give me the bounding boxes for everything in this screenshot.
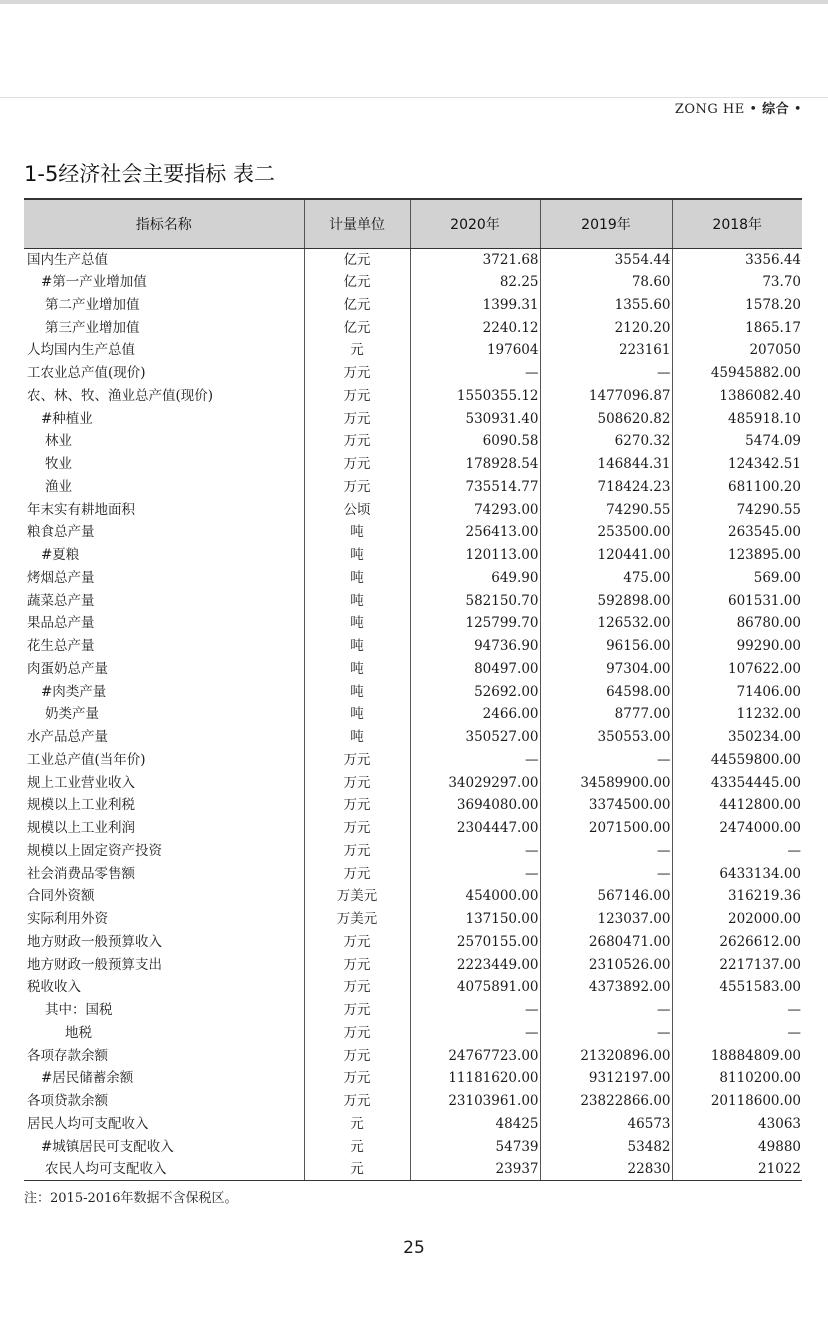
row-value-2019: 120441.00 <box>540 544 672 567</box>
table-title: 1-5经济社会主要指标 表二 <box>24 162 275 186</box>
row-value-2020: — <box>410 362 540 385</box>
row-value-2020: 2304447.00 <box>410 817 540 840</box>
table-row <box>24 544 802 567</box>
row-unit: 万元 <box>304 931 410 954</box>
footnote: 注：2015-2016年数据不含保税区。 <box>24 1191 238 1206</box>
row-value-2020: 24767723.00 <box>410 1044 540 1067</box>
table-row <box>24 658 802 681</box>
row-value-2020: 52692.00 <box>410 680 540 703</box>
row-value-2020: — <box>410 1022 540 1045</box>
row-value-2018: — <box>672 840 802 863</box>
row-value-2018: 601531.00 <box>672 589 802 612</box>
row-value-2020: 197604 <box>410 339 540 362</box>
table-row <box>24 976 802 999</box>
row-unit: 元 <box>304 339 410 362</box>
row-unit: 吨 <box>304 680 410 703</box>
row-value-2020: 178928.54 <box>410 453 540 476</box>
row-value-2020: 3694080.00 <box>410 794 540 817</box>
row-name: 税收收入 <box>27 979 81 996</box>
row-unit: 公顷 <box>304 498 410 521</box>
row-value-2019: 21320896.00 <box>540 1044 672 1067</box>
row-value-2018: 2474000.00 <box>672 817 802 840</box>
row-name: 肉蛋奶总产量 <box>27 660 108 677</box>
row-value-2020: 23103961.00 <box>410 1090 540 1113</box>
table-row <box>24 476 802 499</box>
row-name: 粮食总产量 <box>27 524 95 541</box>
row-value-2018: 569.00 <box>672 567 802 590</box>
row-value-2019: — <box>540 840 672 863</box>
row-unit: 万元 <box>304 771 410 794</box>
row-value-2018: 21022 <box>672 1158 802 1181</box>
row-unit: 万元 <box>304 862 410 885</box>
row-value-2018: 44559800.00 <box>672 749 802 772</box>
running-head-section: 综合 <box>762 102 790 117</box>
row-value-2019: 126532.00 <box>540 612 672 635</box>
row-name: 规上工业营业收入 <box>27 774 135 791</box>
row-name: 蔬菜总产量 <box>27 592 95 609</box>
row-value-2018: 43354445.00 <box>672 771 802 794</box>
table-row <box>24 1113 802 1136</box>
row-value-2019: — <box>540 999 672 1022</box>
row-value-2019: 3374500.00 <box>540 794 672 817</box>
row-value-2018: 43063 <box>672 1113 802 1136</box>
row-name: 合同外资额 <box>27 888 95 905</box>
table-row <box>24 953 802 976</box>
row-name: #第一产业增加值 <box>41 274 147 291</box>
row-name: #种植业 <box>41 410 93 427</box>
row-value-2019: 2310526.00 <box>540 953 672 976</box>
row-value-2020: 530931.40 <box>410 407 540 430</box>
row-unit: 万美元 <box>304 885 410 908</box>
row-value-2019: 350553.00 <box>540 726 672 749</box>
running-head <box>675 98 802 117</box>
row-name: 农民人均可支配收入 <box>24 1158 304 1181</box>
row-value-2019: 34589900.00 <box>540 771 672 794</box>
table-row <box>24 862 802 885</box>
row-value-2018: 1578.20 <box>672 294 802 317</box>
row-unit: 万元 <box>304 817 410 840</box>
row-value-2019: 53482 <box>540 1135 672 1158</box>
table-row <box>24 1067 802 1090</box>
row-value-2019: 64598.00 <box>540 680 672 703</box>
running-head-separator: • <box>744 102 763 117</box>
row-value-2020: 582150.70 <box>410 589 540 612</box>
top-border <box>0 0 828 4</box>
row-value-2018: 86780.00 <box>672 612 802 635</box>
row-unit: 万元 <box>304 385 410 408</box>
table-row <box>24 362 802 385</box>
table-row <box>24 498 802 521</box>
row-name: 渔业 <box>45 478 72 495</box>
row-value-2020: 54739 <box>410 1135 540 1158</box>
row-value-2020: 454000.00 <box>410 885 540 908</box>
table-header-row <box>24 199 802 248</box>
row-value-2018: 1865.17 <box>672 316 802 339</box>
row-unit: 吨 <box>304 658 410 681</box>
row-name: 水产品总产量 <box>27 729 108 746</box>
row-name: 牧业 <box>45 456 72 473</box>
row-value-2019: 4373892.00 <box>540 976 672 999</box>
row-unit: 万元 <box>304 749 410 772</box>
table-row <box>24 1158 802 1181</box>
row-value-2019: 22830 <box>540 1158 672 1181</box>
row-value-2020: 137150.00 <box>410 908 540 931</box>
row-name: 烤烟总产量 <box>27 569 95 586</box>
row-value-2018: 681100.20 <box>672 476 802 499</box>
table-row <box>24 407 802 430</box>
row-value-2019: 1477096.87 <box>540 385 672 408</box>
table-row <box>24 521 802 544</box>
row-value-2018: 4551583.00 <box>672 976 802 999</box>
row-unit: 吨 <box>304 612 410 635</box>
table-row <box>24 749 802 772</box>
header-year-2019: 2019年 <box>540 199 672 248</box>
row-unit: 亿元 <box>304 248 410 271</box>
row-unit: 万元 <box>304 430 410 453</box>
row-value-2020: — <box>410 999 540 1022</box>
row-value-2018: 99290.00 <box>672 635 802 658</box>
table-body <box>24 248 802 1181</box>
table-row <box>24 908 802 931</box>
row-name: 农、林、牧、渔业总产值(现价) <box>27 387 214 404</box>
row-value-2020: 23937 <box>410 1158 540 1181</box>
row-value-2018: 45945882.00 <box>672 362 802 385</box>
row-value-2019: 253500.00 <box>540 521 672 544</box>
row-name: 工业总产值(当年价) <box>27 751 146 768</box>
row-value-2020: 1550355.12 <box>410 385 540 408</box>
table-row <box>24 635 802 658</box>
row-name: 地方财政一般预算收入 <box>27 933 162 950</box>
table-row <box>24 840 802 863</box>
header-year-2018: 2018年 <box>672 199 802 248</box>
row-unit: 吨 <box>304 521 410 544</box>
row-value-2018: 207050 <box>672 339 802 362</box>
row-value-2019: 2071500.00 <box>540 817 672 840</box>
header-indicator-name: 指标名称 <box>24 199 304 248</box>
table-row <box>24 316 802 339</box>
row-value-2019: 2680471.00 <box>540 931 672 954</box>
row-value-2018: 202000.00 <box>672 908 802 931</box>
row-name: 花生总产量 <box>27 638 95 655</box>
row-value-2020: 4075891.00 <box>410 976 540 999</box>
row-value-2020: 120113.00 <box>410 544 540 567</box>
row-unit: 万元 <box>304 794 410 817</box>
header-unit: 计量单位 <box>304 199 410 248</box>
row-name: 工农业总产值(现价) <box>27 365 146 382</box>
row-value-2019: 2120.20 <box>540 316 672 339</box>
row-value-2018: 124342.51 <box>672 453 802 476</box>
row-value-2019: — <box>540 362 672 385</box>
row-value-2019: 475.00 <box>540 567 672 590</box>
row-name: 奶类产量 <box>45 706 99 723</box>
row-value-2018: 107622.00 <box>672 658 802 681</box>
row-unit: 万元 <box>304 407 410 430</box>
row-unit: 万美元 <box>304 908 410 931</box>
table-row <box>24 931 802 954</box>
row-name: #夏粮 <box>41 547 80 564</box>
row-name: #居民储蓄余额 <box>41 1070 134 1087</box>
row-value-2018: 11232.00 <box>672 703 802 726</box>
row-unit: 万元 <box>304 362 410 385</box>
row-value-2019: 97304.00 <box>540 658 672 681</box>
row-value-2020: 80497.00 <box>410 658 540 681</box>
row-value-2020: — <box>410 840 540 863</box>
row-value-2018: 263545.00 <box>672 521 802 544</box>
row-unit: 万元 <box>304 453 410 476</box>
row-unit: 万元 <box>304 1067 410 1090</box>
table-row <box>24 703 802 726</box>
row-value-2020: 74293.00 <box>410 498 540 521</box>
row-name: 地税 <box>65 1024 92 1041</box>
row-unit: 吨 <box>304 703 410 726</box>
row-value-2019: 9312197.00 <box>540 1067 672 1090</box>
row-value-2020: 2223449.00 <box>410 953 540 976</box>
row-value-2018: — <box>672 1022 802 1045</box>
row-value-2020: 48425 <box>410 1113 540 1136</box>
row-name: 第二产业增加值 <box>45 296 140 313</box>
row-name: 年末实有耕地面积 <box>27 501 135 518</box>
row-unit: 亿元 <box>304 316 410 339</box>
table-row <box>24 430 802 453</box>
row-value-2019: 1355.60 <box>540 294 672 317</box>
row-value-2018: 6433134.00 <box>672 862 802 885</box>
row-name: 第三产业增加值 <box>45 319 140 336</box>
row-unit: 万元 <box>304 953 410 976</box>
table-row <box>24 771 802 794</box>
row-unit: 元 <box>304 1158 410 1181</box>
row-name: 国内生产总值 <box>27 251 108 268</box>
row-name: 规模以上工业利润 <box>27 820 135 837</box>
row-unit: 万元 <box>304 976 410 999</box>
row-value-2020: 34029297.00 <box>410 771 540 794</box>
row-value-2020: 735514.77 <box>410 476 540 499</box>
table-row <box>24 453 802 476</box>
row-value-2019: 123037.00 <box>540 908 672 931</box>
row-value-2020: 94736.90 <box>410 635 540 658</box>
row-name: 规模以上固定资产投资 <box>27 842 162 859</box>
row-value-2018: 71406.00 <box>672 680 802 703</box>
table-row <box>24 248 802 271</box>
row-name: 规模以上工业利税 <box>27 797 135 814</box>
row-value-2019: — <box>540 749 672 772</box>
row-value-2019: 8777.00 <box>540 703 672 726</box>
row-unit: 万元 <box>304 1044 410 1067</box>
row-name: 其中：国税 <box>45 1002 113 1019</box>
row-value-2019: 78.60 <box>540 271 672 294</box>
row-value-2018: 1386082.40 <box>672 385 802 408</box>
row-name: 地方财政一般预算支出 <box>27 956 162 973</box>
table-row <box>24 1022 802 1045</box>
table-row <box>24 1044 802 1067</box>
table-row <box>24 817 802 840</box>
table-row <box>24 999 802 1022</box>
row-name: 各项贷款余额 <box>27 1093 108 1110</box>
row-value-2019: 718424.23 <box>540 476 672 499</box>
row-value-2018: 73.70 <box>672 271 802 294</box>
table-row <box>24 271 802 294</box>
row-unit: 吨 <box>304 567 410 590</box>
row-value-2018: 4412800.00 <box>672 794 802 817</box>
row-value-2018: 18884809.00 <box>672 1044 802 1067</box>
row-value-2019: — <box>540 1022 672 1045</box>
row-value-2018: 3356.44 <box>672 248 802 271</box>
row-unit: 亿元 <box>304 271 410 294</box>
row-value-2018: — <box>672 999 802 1022</box>
row-value-2019: 223161 <box>540 339 672 362</box>
row-value-2020: 2570155.00 <box>410 931 540 954</box>
table-row <box>24 294 802 317</box>
row-unit: 万元 <box>304 840 410 863</box>
row-unit: 吨 <box>304 726 410 749</box>
row-name: 居民人均可支配收入 <box>27 1115 149 1132</box>
table-row <box>24 612 802 635</box>
row-name: 人均国内生产总值 <box>27 342 135 359</box>
row-value-2019: — <box>540 862 672 885</box>
row-unit: 亿元 <box>304 294 410 317</box>
row-value-2019: 46573 <box>540 1113 672 1136</box>
row-value-2019: 508620.82 <box>540 407 672 430</box>
row-value-2020: 649.90 <box>410 567 540 590</box>
row-value-2019: 6270.32 <box>540 430 672 453</box>
row-value-2018: 350234.00 <box>672 726 802 749</box>
row-name: 果品总产量 <box>27 615 95 632</box>
table-row <box>24 680 802 703</box>
row-unit: 吨 <box>304 589 410 612</box>
row-value-2020: 6090.58 <box>410 430 540 453</box>
row-value-2018: 485918.10 <box>672 407 802 430</box>
row-name: #肉类产量 <box>41 683 107 700</box>
row-value-2018: 74290.55 <box>672 498 802 521</box>
row-value-2019: 74290.55 <box>540 498 672 521</box>
row-name: 各项存款余额 <box>27 1047 108 1064</box>
row-value-2019: 96156.00 <box>540 635 672 658</box>
row-unit: 万元 <box>304 999 410 1022</box>
row-value-2018: 123895.00 <box>672 544 802 567</box>
row-unit: 元 <box>304 1135 410 1158</box>
running-head-separator: • <box>789 102 802 117</box>
row-name: #城镇居民可支配收入 <box>41 1138 174 1155</box>
table-row <box>24 885 802 908</box>
table-row <box>24 589 802 612</box>
row-value-2020: 82.25 <box>410 271 540 294</box>
row-value-2020: 2240.12 <box>410 316 540 339</box>
row-value-2019: 592898.00 <box>540 589 672 612</box>
row-value-2020: 11181620.00 <box>410 1067 540 1090</box>
row-name: 林业 <box>45 433 72 450</box>
row-value-2019: 567146.00 <box>540 885 672 908</box>
table-row <box>24 794 802 817</box>
row-value-2020: 350527.00 <box>410 726 540 749</box>
row-unit: 万元 <box>304 476 410 499</box>
row-value-2020: — <box>410 749 540 772</box>
row-value-2018: 2217137.00 <box>672 953 802 976</box>
header-year-2020: 2020年 <box>410 199 540 248</box>
row-value-2020: 256413.00 <box>410 521 540 544</box>
indicators-table <box>24 198 802 1181</box>
table-row <box>24 339 802 362</box>
row-unit: 元 <box>304 1113 410 1136</box>
row-value-2020: 125799.70 <box>410 612 540 635</box>
row-value-2019: 3554.44 <box>540 248 672 271</box>
table-row <box>24 385 802 408</box>
row-unit: 万元 <box>304 1090 410 1113</box>
row-unit: 万元 <box>304 1022 410 1045</box>
row-value-2018: 316219.36 <box>672 885 802 908</box>
row-value-2020: — <box>410 862 540 885</box>
row-name: 社会消费品零售额 <box>27 865 135 882</box>
row-value-2020: 3721.68 <box>410 248 540 271</box>
table-row <box>24 1135 802 1158</box>
page-number: 25 <box>403 1238 425 1258</box>
table-row <box>24 567 802 590</box>
row-value-2020: 1399.31 <box>410 294 540 317</box>
row-value-2019: 23822866.00 <box>540 1090 672 1113</box>
row-unit: 吨 <box>304 635 410 658</box>
table-row <box>24 1090 802 1113</box>
row-value-2018: 20118600.00 <box>672 1090 802 1113</box>
row-value-2018: 8110200.00 <box>672 1067 802 1090</box>
row-unit: 吨 <box>304 544 410 567</box>
running-head-latin: ZONG HE <box>674 102 745 117</box>
table-row <box>24 726 802 749</box>
row-value-2018: 2626612.00 <box>672 931 802 954</box>
row-value-2019: 146844.31 <box>540 453 672 476</box>
row-value-2020: 2466.00 <box>410 703 540 726</box>
row-value-2018: 49880 <box>672 1135 802 1158</box>
row-name: 实际利用外资 <box>27 911 108 928</box>
row-value-2018: 5474.09 <box>672 430 802 453</box>
